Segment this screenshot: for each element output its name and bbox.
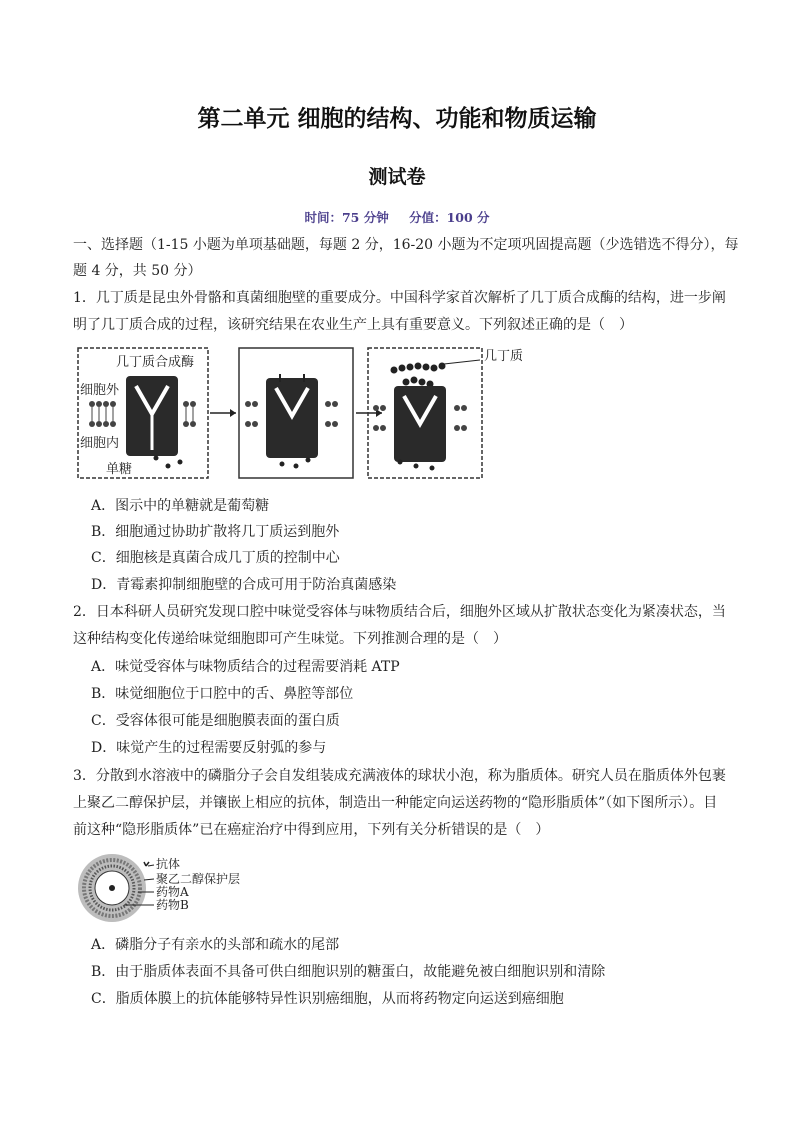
- question-1-option-b: B．细胞通过协助扩散将几丁质运到胞外: [91, 524, 340, 540]
- label-sugar: 单糖: [106, 462, 133, 477]
- question-2-option-c: C．受容体很可能是细胞膜表面的蛋白质: [91, 713, 340, 729]
- label-chitin: 几丁质: [484, 349, 524, 364]
- question-3-option-c: C．脂质体膜上的抗体能够特异性识别癌细胞，从而将药物定向运送到癌细胞: [91, 991, 564, 1007]
- exam-score: 分值：100 分: [409, 210, 490, 225]
- label-drug-a: 药物A: [156, 885, 189, 899]
- section-heading-line-2: 题 4 分，共 50 分）: [73, 263, 202, 279]
- question-2-line-1: 2．日本科研人员研究发现口腔中味觉受容体与味物质结合后，细胞外区域从扩散状态变化为紧凑状态，当: [73, 604, 726, 620]
- question-1-option-d: D．青霉素抑制细胞壁的合成可用于防治真菌感染: [91, 577, 397, 593]
- label-outside: 细胞外: [80, 383, 120, 398]
- question-3-option-a: A．磷脂分子有亲水的头部和疏水的尾部: [91, 937, 340, 953]
- question-1-line-2: 明了几丁质合成的过程，该研究结果在农业生产上具有重要意义。下列叙述正确的是（ ）: [73, 317, 633, 333]
- enzyme-shape-3: [394, 386, 446, 462]
- exam-meta: [0, 208, 794, 226]
- question-3-line-2: 上聚乙二醇保护层，并镶嵌上相应的抗体，制造出一种能定向运送药物的“隐形脂质体”（如下图所示）。目: [73, 795, 718, 811]
- chitin-synthase-figure: [76, 346, 524, 482]
- membrane-right-1: [183, 401, 196, 427]
- question-2-option-a: A．味觉受容体与味物质结合的过程需要消耗 ATP: [91, 659, 400, 675]
- exam-time: 时间：75 分钟: [304, 210, 389, 225]
- label-drug-b: 药物B: [156, 898, 189, 912]
- section-heading-line-1: 一、选择题（1-15 小题为单项基础题，每题 2 分，16-20 小题为不定项巩固提高题（少选错选不得分），每: [73, 237, 739, 253]
- label-enzyme: 几丁质合成酶: [116, 355, 195, 370]
- question-1-option-c: C．细胞核是真菌合成几丁质的控制中心: [91, 550, 340, 566]
- enzyme-shape-1: [126, 376, 178, 456]
- question-1-line-1: 1．几丁质是昆虫外骨骼和真菌细胞壁的重要成分。中国科学家首次解析了几丁质合成酶的结构，进一步阐: [73, 290, 726, 306]
- question-2-line-2: 这种结构变化传递给味觉细胞即可产生味觉。下列推测合理的是（ ）: [73, 631, 507, 647]
- chitin-chain: [391, 363, 446, 388]
- liposome-figure: [74, 852, 274, 924]
- label-peg: 聚乙二醇保护层: [156, 872, 241, 886]
- question-3-option-b: B．由于脂质体表面不具备可供白细胞识别的糖蛋白，故能避免被白细胞识别和清除: [91, 964, 606, 980]
- question-2-option-b: B．味觉细胞位于口腔中的舌、鼻腔等部位: [91, 686, 354, 702]
- question-3-line-3: 前这种“隐形脂质体”已在癌症治疗中得到应用，下列有关分析错误的是（ ）: [73, 822, 550, 838]
- page-subtitle: 测试卷: [368, 166, 426, 188]
- question-2-option-d: D．味觉产生的过程需要反射弧的参与: [91, 740, 327, 756]
- question-3-line-1: 3．分散到水溶液中的磷脂分子会自发组装成充满液体的球状小泡，称为脂质体。研究人员在脂质体外包裹: [73, 768, 726, 784]
- label-inside: 细胞内: [80, 436, 120, 451]
- page-title: 第二单元 细胞的结构、功能和物质运输: [197, 106, 597, 132]
- membrane-left-1: [89, 401, 116, 427]
- sugar-dots-1: [154, 456, 183, 469]
- question-1-option-a: A．图示中的单糖就是葡萄糖: [91, 498, 270, 514]
- enzyme-shape-2: [266, 374, 318, 458]
- label-antibody: 抗体: [156, 857, 181, 871]
